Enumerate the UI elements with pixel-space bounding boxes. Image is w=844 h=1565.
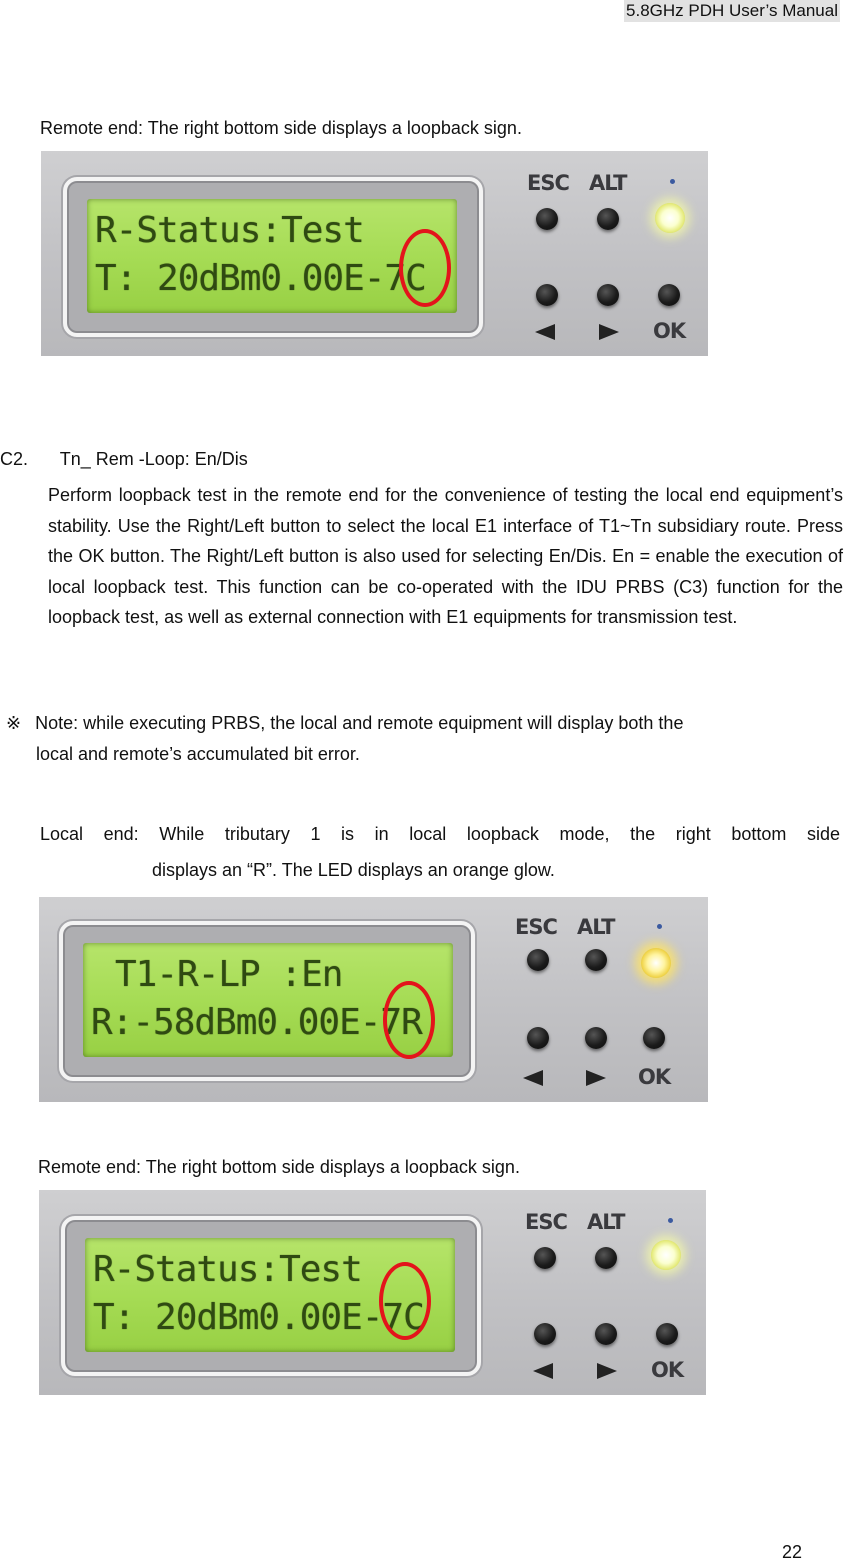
caption-remote-end-1: Remote end: The right bottom side displays a loopback sign.	[40, 118, 522, 138]
lcd-line-1: T1-R-LP :En	[115, 954, 343, 995]
note	[6, 708, 683, 769]
lcd-line-2: T: 20dBm0.00E-7	[93, 1297, 404, 1338]
highlight-circle	[383, 981, 435, 1059]
led-marker-icon	[668, 1218, 673, 1223]
alt-label: ALT	[587, 1210, 625, 1234]
alt-button	[585, 949, 607, 971]
highlight-circle	[399, 229, 451, 307]
ok-label: OK	[651, 1358, 684, 1382]
right-arrow-icon	[599, 324, 619, 340]
esc-label: ESC	[515, 915, 557, 939]
left-arrow-icon	[523, 1070, 543, 1086]
section-number: C2.	[0, 449, 29, 469]
alt-button	[597, 208, 619, 230]
ok-button	[658, 284, 680, 306]
lcd-line-1: R-Status:Test	[93, 1249, 362, 1290]
left-button	[527, 1027, 549, 1049]
note-symbol-icon: ※	[6, 713, 22, 733]
section-title: Tn_ Rem -Loop: En/Dis	[59, 449, 248, 469]
photo-remote-end-display-1	[41, 151, 708, 356]
lcd-line-1: R-Status:Test	[95, 210, 364, 251]
esc-label: ESC	[527, 171, 569, 195]
caption-local-end-line-1: Local end: While tributary 1 is in local loopback mode, the right bottom side	[40, 824, 840, 844]
section-heading	[0, 447, 248, 471]
caption-local-end-line-2: displays an “R”. The LED displays an orange glow.	[152, 860, 555, 880]
loopback-sign: R	[401, 1002, 422, 1043]
running-header: 5.8GHz PDH User’s Manual	[626, 1, 838, 20]
status-led	[655, 203, 685, 233]
led-marker-icon	[670, 179, 675, 184]
ok-label: OK	[653, 319, 686, 343]
status-led	[641, 948, 671, 978]
ok-label: OK	[638, 1065, 671, 1089]
note-line-2: local and remote’s accumulated bit error.	[36, 743, 360, 764]
esc-label: ESC	[525, 1210, 567, 1234]
left-button	[534, 1323, 556, 1345]
right-arrow-icon	[597, 1363, 617, 1379]
esc-button	[536, 208, 558, 230]
photo-local-end-display	[39, 897, 708, 1102]
section-paragraph: Perform loopback test in the remote end for the convenience of testing the local end equipment’s stability. Use the Right/Left button to select the local E1 interface of T1~Tn subsidiary route. Press the OK button. The Right/Left button is also used for selecting En/Dis. En = enable the execution of local loopback test. This function can be co-operated with the IDU PRBS (C3) function for the loopback test, as well as external connection with E1 equipments for transmission test.	[48, 485, 843, 627]
left-button	[536, 284, 558, 306]
right-button	[597, 284, 619, 306]
right-button	[595, 1323, 617, 1345]
esc-button	[527, 949, 549, 971]
ok-button	[643, 1027, 665, 1049]
right-button	[585, 1027, 607, 1049]
left-arrow-icon	[533, 1363, 553, 1379]
esc-button	[534, 1247, 556, 1269]
loopback-sign: C	[405, 258, 426, 299]
status-led	[651, 1240, 681, 1270]
right-arrow-icon	[586, 1070, 606, 1086]
left-arrow-icon	[535, 324, 555, 340]
ok-button	[656, 1323, 678, 1345]
caption-remote-end-2: Remote end: The right bottom side displays a loopback sign.	[38, 1157, 520, 1177]
lcd-line-2: T: 20dBm0.00E-7	[95, 258, 406, 299]
loopback-sign: C	[403, 1297, 424, 1338]
photo-remote-end-display-2	[39, 1190, 706, 1395]
highlight-circle	[379, 1262, 431, 1340]
alt-button	[595, 1247, 617, 1269]
note-line-1: Note: while executing PRBS, the local and remote equipment will display both the	[35, 713, 684, 733]
page-number: 22	[781, 1542, 802, 1562]
alt-label: ALT	[577, 915, 615, 939]
led-marker-icon	[657, 924, 662, 929]
lcd-line-2: R:-58dBm0.00E-7	[91, 1002, 402, 1043]
alt-label: ALT	[589, 171, 627, 195]
